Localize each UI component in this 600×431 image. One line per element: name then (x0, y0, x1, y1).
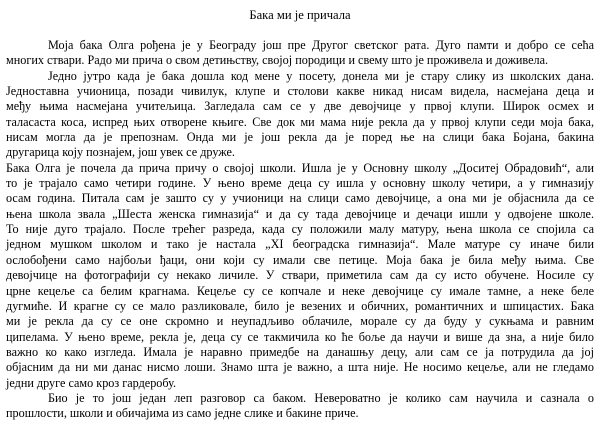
text-line: Био је то још један леп разговор са баком. Невероватно је колико сам научила и сазнала о (48, 390, 594, 405)
text-line: дугмиће. И крагне су се мало разликовале, било је везених и обичних, романтичних и шпицастих. Бака (6, 298, 594, 313)
text-line: Моја бака Олга рођена је у Београду још пре Другог светског рата. Дуго памти и добро се сећа (48, 38, 594, 52)
paragraph-3 (6, 161, 594, 391)
text-line: њена школа звала „Шеста женска гимназија“ и да су тада девојчице и дечаци ишли у одвојене школе. (6, 206, 594, 221)
text-line: ми је рекла да су се оне скромно и неупадљиво облачиле, морале су да буду у сукњама и равним (6, 314, 594, 329)
document-body (6, 38, 594, 422)
text-line: нисам могла да је препознам. Онда ми је још рекла да је поред ње на слици бака Бојана, бакина (6, 130, 594, 145)
text-line: прошлости, школи и обичајима из само једне слике и бакине приче. (6, 406, 359, 421)
text-line: То није дуго трајало. После трећег разреда, када су положили малу матуру, њена школа се спојила са (6, 222, 594, 237)
text-line: осам година. Питала сам је зашто су у учионици на слици само девојчице, а она ми је објаснила да се (6, 191, 594, 206)
text-line: Једноставна учионица, позади чивилук, клупе и столови какве никад нисам видела, насмејана деца и (6, 84, 594, 99)
text-line: то је трајало само четири године. У њено време деца су ишла у основну школу четири, а у гимназију (6, 176, 594, 191)
text-line: ослобођени само најбољи ђаци, они који су имали све петице. Моја бака је била међу њима. Све (6, 252, 594, 267)
text-line: ципелама. У њено време, рекла је, деца су се такмичила ко ће боље да научи и више да зна, а није било (6, 329, 594, 344)
text-line: објасним да ни ми данас нисмо лоши. Знамо шта је важно, а шта није. Не носимо кецеље, али не гледамо (6, 360, 594, 375)
text-line: међу њима насмејана учитељица. Загледала сам се у две девојчице у првој клупи. Широк осмех и (6, 99, 594, 114)
text-line: многих ствари. Радо ми прича о свом детињству, својој породици и свему што је проживела и доживела. (6, 53, 549, 68)
text-line: Једно јутро када је бака дошла код мене у посету, донела ми је стару слику из школских дана. (48, 68, 594, 83)
text-line: црне кецеље са белим крагнама. Кецеље су се копчале и неке девојчице су имале тамне, а неке беле (6, 283, 594, 298)
paragraph-2 (6, 69, 594, 161)
paragraph-1 (6, 38, 594, 69)
text-line: таласаста коса, испред њих отворене књиге. Све док ми мама није рекла да у првој клупи седи моја бака, (6, 114, 594, 129)
text-line: важно ко како изгледа. Имала је наравно примедбе на данашњу децу, али сам се ја потрудила да јој (6, 344, 594, 359)
document-title: Бака ми је причала (249, 8, 351, 22)
text-line: девојчице на фотографији су некако личиле. У ствари, приметила сам да су исто обучене. Носиле су (6, 268, 594, 283)
text-line: једном мушком школом и тако је настала „XI београдска гимназија“. Мале матуре су иначе били (6, 237, 594, 252)
text-line: једни друге само кроз гардеробу. (6, 375, 177, 390)
text-line: другарица коју познајем, још увек се друже. (6, 145, 235, 160)
text-line: Бака Олга је почела да прича причу о својој школи. Ишла је у Основну школу „Доситеј Обрадовић“, али (6, 160, 594, 175)
paragraph-4 (6, 391, 594, 422)
